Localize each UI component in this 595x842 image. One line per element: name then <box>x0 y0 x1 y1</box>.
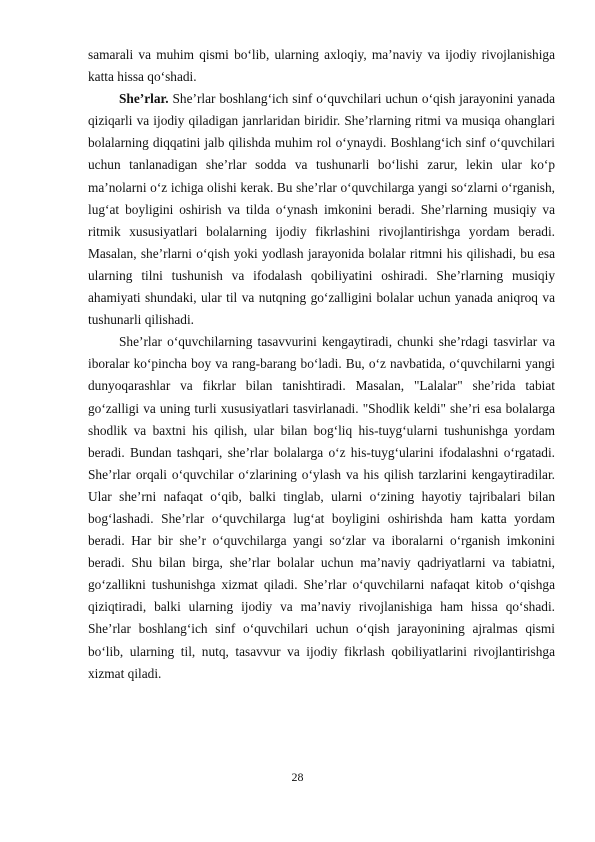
paragraph-sherlar-intro <box>88 88 555 331</box>
paragraph-text: samarali va muhim qismi bo‘lib, ularning axloqiy, ma’naviy va ijodiy rivojlanishiga katta hissa qo‘shadi. <box>88 47 555 85</box>
paragraph-text: She’rlar boshlang‘ich sinf o‘quvchilari uchun o‘qish jarayonini yanada qiziqarli va ijodiy qiladigan janrlaridan biridir. She’rlarning ritmi va musiqa ohanglari bolalarning diqqatini jalb qilishda muhim rol o‘ynaydi. Boshlang‘ich sinf o‘quvchilari uchun tanlanadigan she’rlar sodda va tushunarli bo‘lishi zarur, lekin ular ko‘p ma’nolarni o‘z ichiga olishi kerak. Bu she’rlar o‘quvchilarga yangi so‘zlarni o‘rganish, lug‘at boyligini oshirish va tilda o‘ynash imkonini beradi. She’rlarning musiqiy va ritmik xususiyatlari bolalarning ijodiy fikrlashini rivojlantirishga yordam beradi. Masalan, she’rlarni o‘qish yoki yodlash jarayonida bolalar ritmni his qilishadi, bu esa ularning tilni tushunish va ifodalash qobiliyatini oshiradi. She’rlarning musiqiy ahamiyati shundaki, ular til va nutqning go‘zalligini bolalar uchun yanada aniqroq va tushunarli qilishadi. <box>88 91 555 328</box>
document-body <box>88 44 555 685</box>
paragraph-sherlar-imagination <box>88 331 555 685</box>
section-heading: She’rlar. <box>119 91 169 107</box>
paragraph-continuation <box>88 44 555 88</box>
page-number: 28 <box>291 770 304 784</box>
paragraph-text: She’rlar o‘quvchilarning tasavvurini kengaytiradi, chunki she’rdagi tasvirlar va iboralar ko‘pincha boy va rang-barang bo‘ladi. Bu, o‘z navbatida, o‘quvchilarni yangi dunyoqarashlar va fikrlar bilan tanishtiradi. Masalan, "Lalalar" she’rida tabiat go‘zalligi va uning turli xususiyatlari tasvirlanadi. "Shodlik keldi" she’ri esa bolalarga shodlik va baxtni his qilish, ular bilan bog‘liq his-tuyg‘ularni tushunishga yordam beradi. Bundan tashqari, she’rlar bolalarga o‘z his-tuyg‘ularini ifodalashni o‘rgatadi. She’rlar orqali o‘quvchilar o‘zlarining o‘ylash va his qilish tarzlarini kengaytiradilar. Ular she’rni nafaqat o‘qib, balki tinglab, ularni o‘zining hayotiy tajribalari bilan bog‘lashadi. She’rlar o‘quvchilarga lug‘at boyligini oshirishda ham katta yordam beradi. Har bir she’r o‘quvchilarga yangi so‘zlar va iboralarni o‘rganish imkonini beradi. Shu bilan birga, she’rlar bolalar uchun ma’naviy qadriyatlarni va tabiatni, go‘zallikni tushunishga xizmat qiladi. She’rlar o‘quvchilarni nafaqat kitob o‘qishga qiziqtiradi, balki ularning ijodiy va ma’naviy rivojlanishiga ham hissa qo‘shadi. She’rlar boshlang‘ich sinf o‘quvchilari uchun o‘qish jarayonining ajralmas qismi bo‘lib, ularning til, nutq, tasavvur va ijodiy fikrlash qobiliyatlarini rivojlantirishga xizmat qiladi. <box>88 334 555 681</box>
